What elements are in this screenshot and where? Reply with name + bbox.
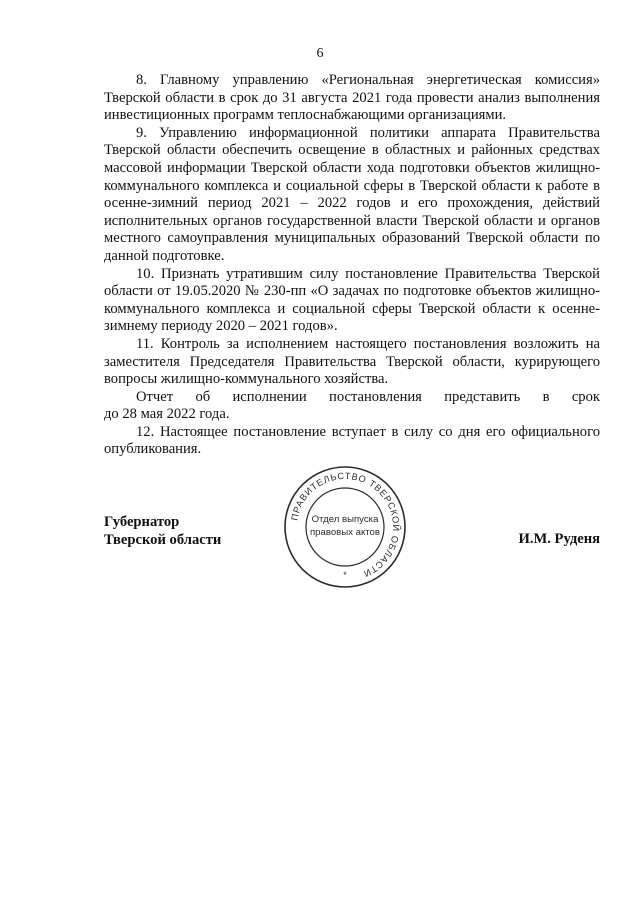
- paragraph-10: 10. Признать утратившим силу постановление Правительства Тверской области от 19.05.2020 № 230-пп «О задачах по подготовке объектов жилищно-коммунального комплекса и социальной сферы Тверской области к осенне-зимнему периоду 2020 – 2021 годов».: [104, 265, 600, 335]
- stamp-center-line1: Отдел выпуска: [311, 514, 379, 525]
- paragraph-8: 8. Главному управлению «Региональная энергетическая комиссия» Тверской области в срок до 31 августа 2021 года провести анализ выполнения инвестиционных программ теплоснабжающими организациями.: [104, 72, 600, 124]
- page-number: 6: [316, 46, 324, 61]
- report-deadline-date: до 28 мая 2022 года.: [104, 406, 230, 423]
- signatory-title-line1: Губернатор: [104, 514, 180, 530]
- official-stamp: [282, 464, 408, 590]
- stamp-star: *: [343, 570, 347, 580]
- stamp-seal-icon: [282, 464, 408, 590]
- signatory-title: [104, 513, 221, 549]
- paragraph-9: 9. Управлению информационной политики аппарата Правительства Тверской области обеспечить освещение в областных и районных средствах массовой информации Тверской области хода подготовки объектов жилищно-коммунального комплекса и социальной сферы в Тверской области к работе в осенне-зимний период 2021 – 2022 годов и его прохождения, действий исполнительных органов государственной власти Тверской области и органов местного самоуправления муниципальных образований Тверской области по данной подготовке.: [104, 124, 600, 264]
- paragraph-12: 12. Настоящее постановление вступает в силу со дня его официального опубликования.: [104, 423, 600, 458]
- document-body: [104, 72, 600, 459]
- signatory-title-line2: Тверской области: [104, 532, 222, 548]
- paragraph-11: 11. Контроль за исполнением настоящего постановления возложить на заместителя Председателя Правительства Тверской области, курирующего вопросы жилищно-коммунального хозяйства.: [104, 335, 600, 388]
- stamp-center-line2: правовых актов: [309, 527, 381, 538]
- signatory-name: И.М. Руденя: [518, 531, 600, 547]
- report-deadline-line: Отчет об исполнении постановления представить в срок: [136, 388, 600, 405]
- stamp-ring-text: ПРАВИТЕЛЬСТВО ТВЕРСКОЙ ОБЛАСТИ: [289, 470, 402, 580]
